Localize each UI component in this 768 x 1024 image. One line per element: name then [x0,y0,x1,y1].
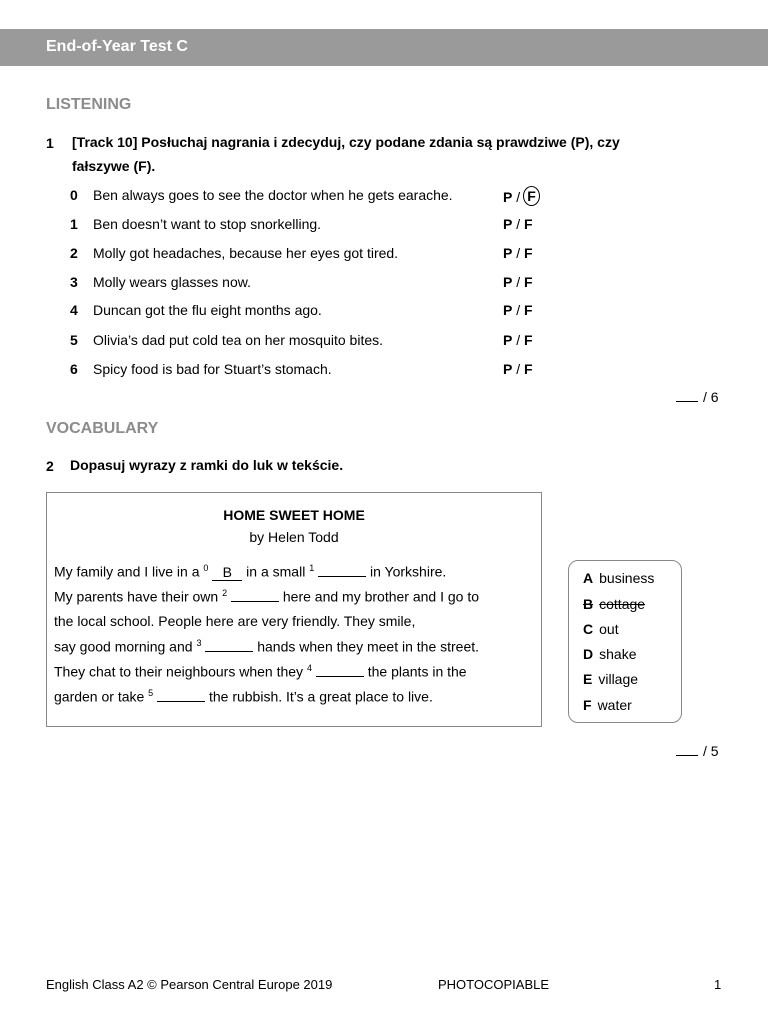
item-text: Ben doesn’t want to stop snorkelling. [93,216,322,232]
item-text: Spicy food is bad for Stuart’s stomach. [93,361,332,377]
listening-item [0,274,768,294]
word-option: C out [583,621,619,637]
gap-2[interactable] [231,589,279,602]
gap-fill-text-box [46,492,542,727]
word-option-used: B cottage [583,596,646,612]
listening-item [0,332,768,352]
gap-1[interactable] [318,564,366,577]
true-false-choice[interactable]: P / F [503,361,533,377]
word-option: F water [583,697,632,713]
text-title: HOME SWEET HOME [223,507,365,523]
score-blank [676,743,698,756]
true-false-choice[interactable]: P / F [503,216,533,232]
listening-heading: LISTENING [46,96,132,113]
question-2-instruction: Dopasuj wyrazy z ramki do luk w tekście. [70,457,344,473]
footer-copyright: English Class A2 © Pearson Central Europe 2019 [46,977,333,992]
footer-photocopiable: PHOTOCOPIABLE [438,977,550,992]
true-false-choice[interactable]: P / F [503,332,533,348]
listening-item [0,361,768,381]
text-line: My parents have their own $^2$ here and my brother and I go to [54,588,480,605]
item-text: Olivia’s dad put cold tea on her mosquito bites. [93,332,384,348]
text-line: They chat to their neighbours when they $^4$ the plants in the [54,663,467,680]
score-blank [676,389,698,402]
track-label: [Track 10] [72,134,138,150]
example-answer: B [212,564,242,581]
text-line: My family and I live in a $^0$ B in a small $^1$ in Yorkshire. [54,563,447,580]
item-text: Duncan got the flu eight months ago. [93,302,322,318]
text-line: the local school. People here are very friendly. They smile, [54,613,416,629]
footer-page-number: 1 [714,977,722,992]
vocabulary-score: / 5 [676,743,719,759]
vocabulary-heading: VOCABULARY [46,420,159,437]
true-false-choice[interactable]: P / F [503,302,533,318]
page-title: End-of-Year Test C [46,38,188,55]
listening-score: / 6 [676,389,719,405]
item-number: 2 [70,245,78,261]
word-bank-box [568,560,682,723]
listening-item [0,216,768,236]
instruction-line-2: fałszywe (F). [72,158,156,174]
listening-item [0,187,768,207]
item-number: 4 [70,302,78,318]
question-2-number: 2 [46,458,54,474]
text-line: garden or take $^5$ the rubbish. It’s a great place to live. [54,688,433,705]
word-option: D shake [583,646,637,662]
item-number: 3 [70,274,78,290]
word-option: E village [583,671,639,687]
true-false-choice: P / F [503,187,540,207]
item-text: Molly wears glasses now. [93,274,251,290]
instruction-line-1: Posłuchaj nagrania i zdecyduj, czy podane zdania są prawdziwe (P), czy [141,134,620,150]
item-number: 1 [70,216,78,232]
text-line: say good morning and $^3$ hands when they meet in the street. [54,638,480,655]
word-option: A business [583,570,655,586]
gap-5[interactable] [157,689,205,702]
question-1-instruction [72,130,712,178]
listening-item [0,245,768,265]
text-author: by Helen Todd [249,529,339,545]
gap-4[interactable] [316,664,364,677]
true-false-choice[interactable]: P / F [503,245,533,261]
item-number: 5 [70,332,78,348]
item-text: Ben always goes to see the doctor when he gets earache. [93,187,453,203]
circled-answer: F [523,186,540,206]
question-1-number: 1 [46,135,54,151]
item-number: 6 [70,361,78,377]
true-false-choice[interactable]: P / F [503,274,533,290]
item-number: 0 [70,187,78,203]
listening-item [0,302,768,322]
gap-3[interactable] [205,639,253,652]
item-text: Molly got headaches, because her eyes got tired. [93,245,399,261]
